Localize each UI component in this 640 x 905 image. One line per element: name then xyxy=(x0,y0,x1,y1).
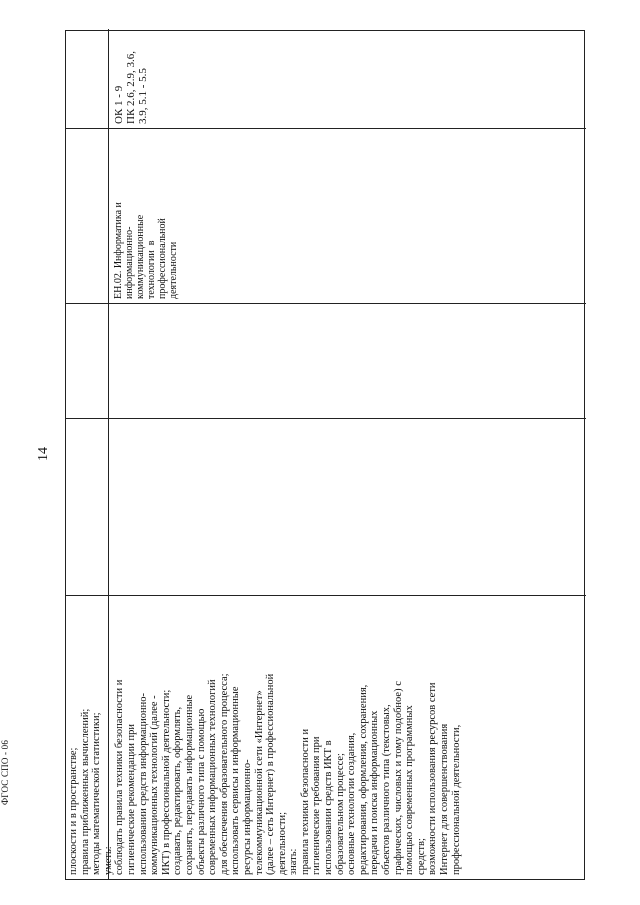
table-cell xyxy=(66,419,108,596)
table-cell xyxy=(66,29,108,129)
table-cell xyxy=(66,596,462,879)
table-row xyxy=(109,29,586,879)
cell-text: плоскости и в пространстве; правила приближенных вычислений; методы математической статистики; уметь: соблюдать правила техники безопасности и гигиенические рекомендации при использовании средств информационно- коммуникационных технологий (далее - ИКТ) в профессиональной деятельности; создавать, редактировать, оформлять, сохранять, передавать информационные объекты различного типа с помощью современных информационных технологий для обеспечения образовательного процесса; использовать сервисы и информационные ресурсы информационно- телекоммуникационной сети «Интернет» (далее – сеть Интернет) в профессиональной деятельности; знать: правила техники безопасности и гигиенические требования при использовании средств ИКТ в образовательном процессе; основные технологии создания, редактирования, оформления, сохранения, передачи и поиска информационных объектов различного типа (текстовых, графических, числовых и тому подобное) с помощью современных программных средств; возможности использования ресурсов сети Интернет для совершенствования профессиональной деятельности, xyxy=(68,673,462,875)
table-cell xyxy=(109,29,586,129)
table-cell xyxy=(66,304,108,419)
table-cell xyxy=(66,129,108,304)
table-cell xyxy=(109,304,586,419)
table-cell xyxy=(109,129,586,304)
discipline-name: ЕН.02. Информатика и информационно- коммуникационные технологии в профессиональной деятельности xyxy=(113,202,179,299)
competency-codes: ОК 1 - 9 ПК 2.6, 2.9, 3.6, 3.9, 5.1 - 5.5 xyxy=(113,50,149,124)
table-cell xyxy=(109,596,586,879)
curriculum-table xyxy=(65,30,585,880)
table-cell xyxy=(109,419,586,596)
page-number: 14 xyxy=(36,447,51,461)
footer-code: ФГОС СПО - 06 xyxy=(0,739,10,805)
